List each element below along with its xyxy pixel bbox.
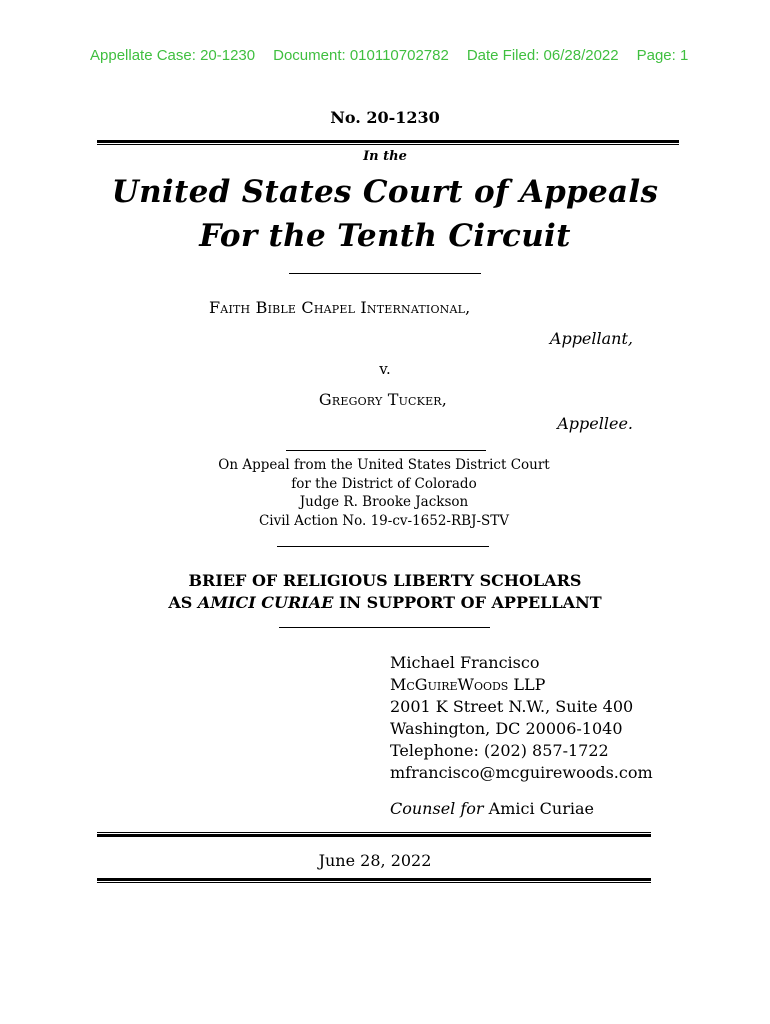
appeal-info-line: On Appeal from the United States District Court [218,457,550,473]
appeal-info-line: Civil Action No. 19-cv-1652-RBJ-STV [258,512,510,529]
footer-rule [97,878,651,881]
bottom-rule-thin [97,832,651,833]
counsel-block [390,652,653,784]
counsel-for-rest: Amici Curiae [483,799,594,818]
appeal-info [0,456,769,530]
divider [279,627,490,628]
brief-title-line1: BRIEF OF RELIGIOUS LIBERTY SCHOLARS [188,571,582,590]
divider [277,546,489,547]
counsel-address1: 2001 K Street N.W., Suite 400 [390,697,634,716]
counsel-name: Michael Francisco [390,653,540,672]
top-rule [97,140,679,143]
brief-title-suffix: IN SUPPORT OF APPELLANT [333,593,602,612]
appellee-role: Appellee. [557,414,633,433]
versus: v. [379,360,391,378]
top-rule-thin [97,144,679,145]
court-in-the: In the [363,149,407,164]
header-case: Appellate Case: 20-1230 [90,47,256,64]
ecf-header [0,30,770,64]
appellant-role: Appellant, [549,329,633,348]
appeal-info-line: Judge R. Brooke Jackson [299,494,469,510]
counsel-address2: Washington, DC 20006-1040 [390,719,623,738]
filing-date: June 28, 2022 [318,851,432,870]
counsel-for-italic: Counsel for [390,799,484,818]
court-name-line1: United States Court of Appeals [111,174,659,210]
brief-title [0,570,770,614]
court-name-line2: For the Tenth Circuit [199,218,571,254]
brief-title-line2 [0,592,770,614]
counsel-for [390,799,594,818]
brief-title-prefix: AS [168,593,198,612]
counsel-email: mfrancisco@mcguirewoods.com [390,763,653,782]
appellee-name: Gregory Tucker, [318,390,448,409]
header-date-filed: Date Filed: 06/28/2022 [466,47,619,64]
counsel-telephone: Telephone: (202) 857-1722 [390,741,609,760]
appeal-info-line: for the District of Colorado [291,475,477,492]
header-document: Document: 010110702782 [273,47,449,64]
bottom-rule [97,834,651,837]
case-number: No. 20-1230 [330,108,440,127]
brief-title-amici: AMICI CURIAE [197,593,334,612]
appellant-name: Faith Bible Chapel International, [209,298,471,317]
footer-rule-thin [97,882,651,883]
divider [286,450,486,451]
divider [289,273,481,274]
counsel-firm: McGuireWoods LLP [390,675,546,694]
header-page: Page: 1 [636,47,689,64]
